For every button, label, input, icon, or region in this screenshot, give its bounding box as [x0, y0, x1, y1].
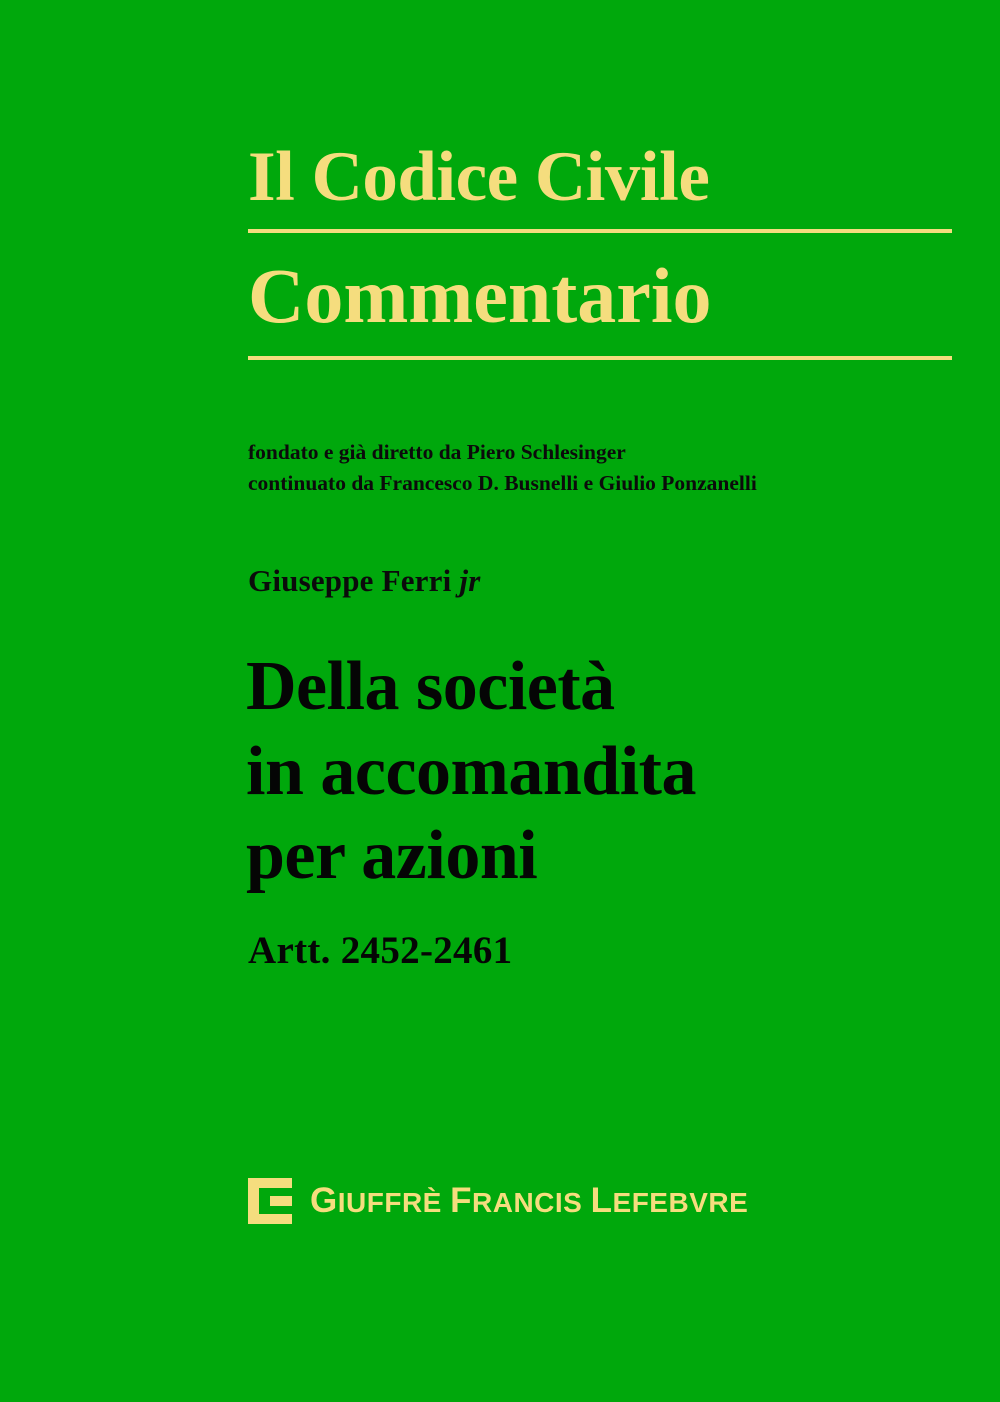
title-line-2: in accomandita — [246, 732, 696, 810]
title-line-1: Della società — [246, 648, 615, 725]
title-line-3: per azioni — [246, 817, 538, 895]
page-title — [246, 645, 966, 899]
series-block — [248, 140, 952, 360]
publisher-name — [310, 1181, 748, 1221]
publisher-name-part-3: F — [450, 1181, 473, 1220]
credits-line-1: fondato e già diretto da Piero Schlesinger — [248, 440, 626, 464]
publisher-block — [248, 1178, 748, 1224]
divider-bottom — [248, 356, 952, 360]
author-line — [248, 563, 480, 599]
credits-line-2: continuato da Francesco D. Busnelli e Giulio Ponzanelli — [248, 470, 757, 495]
series-title: Il Codice Civile — [248, 138, 710, 216]
series-credits — [248, 437, 968, 498]
author-suffix: jr — [459, 563, 481, 598]
publisher-name-part-2: IUFFRÈ — [337, 1187, 451, 1218]
author-name: Giuseppe Ferri — [248, 563, 452, 598]
articles-range: Artt. 2452-2461 — [248, 929, 513, 972]
publisher-name-part-4: RANCIS — [472, 1187, 591, 1218]
series-subtitle: Commentario — [248, 251, 712, 339]
publisher-name-part-5: L — [590, 1181, 613, 1220]
publisher-name-part-6: EFEBVRE — [612, 1187, 749, 1218]
publisher-name-part-1: G — [310, 1181, 338, 1220]
giuffre-g-mark-icon — [248, 1178, 292, 1224]
